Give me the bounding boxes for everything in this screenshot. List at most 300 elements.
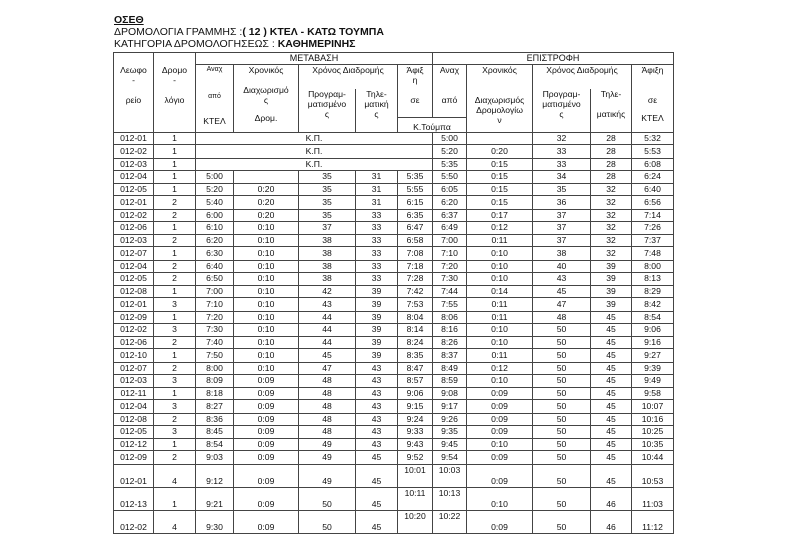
col-header-ret-arrival: Άφιξη σε ΚΤΕΛ: [632, 65, 674, 133]
cell-ret-departure: 5:35: [433, 158, 467, 170]
cell-out-departure: 8:45: [196, 425, 234, 439]
cell-out-arrival: 10:20: [398, 510, 433, 533]
cell-out-scheduled: 35: [299, 196, 356, 210]
table-row: [114, 133, 674, 145]
cell-ret-scheduled: 33: [533, 158, 591, 170]
cell-out-scheduled: 38: [299, 235, 356, 247]
cell-route: 1: [154, 487, 196, 510]
cell-out-gap: 0:09: [234, 464, 299, 487]
col-header-out-scheduled: Προγραμ- ματισμένο ς: [299, 89, 356, 133]
cell-bus: 012-04: [114, 260, 154, 272]
cell-ret-scheduled: 50: [533, 425, 591, 439]
table-row: [114, 209, 674, 221]
cell-ret-gap: 0:15: [467, 170, 533, 184]
table-row: [114, 196, 674, 210]
cell-ret-departure: 9:26: [433, 413, 467, 425]
cell-out-gap: 0:10: [234, 272, 299, 286]
table-row: [114, 487, 674, 510]
cell-ret-arrival: 9:39: [632, 362, 674, 374]
cell-ret-gap: 0:10: [467, 439, 533, 451]
cell-out-gap: 0:09: [234, 510, 299, 533]
table-row: [114, 272, 674, 286]
cell-out-departure: 7:00: [196, 286, 234, 298]
cell-out-telematic: 39: [356, 349, 398, 363]
cell-route: 3: [154, 298, 196, 312]
cell-out-arrival: 5:35: [398, 170, 433, 184]
cell-out-scheduled: 45: [299, 349, 356, 363]
cell-ret-scheduled: 37: [533, 235, 591, 247]
cell-ret-telematic: 45: [591, 439, 632, 451]
cell-out-arrival: 9:33: [398, 425, 433, 439]
cell-ret-telematic: 46: [591, 510, 632, 533]
cell-bus: 012-03: [114, 235, 154, 247]
cell-route: 1: [154, 439, 196, 451]
cell-ret-scheduled: 50: [533, 464, 591, 487]
cell-route: 1: [154, 158, 196, 170]
cell-ret-scheduled: 50: [533, 337, 591, 349]
cell-out-arrival: 7:42: [398, 286, 433, 298]
cell-out-gap: 0:10: [234, 247, 299, 261]
cell-ret-telematic: 28: [591, 170, 632, 184]
cell-out-scheduled: 47: [299, 362, 356, 374]
table-row: [114, 439, 674, 451]
cell-out-gap: 0:10: [234, 286, 299, 298]
document-header: [114, 14, 384, 50]
cell-out-telematic: 33: [356, 260, 398, 272]
cell-bus: 012-03: [114, 158, 154, 170]
col-header-out-travel-time: Χρόνος Διαδρομής: [299, 65, 398, 90]
cell-ret-arrival: 6:56: [632, 196, 674, 210]
cell-out-telematic: 39: [356, 337, 398, 349]
cell-ret-scheduled: 40: [533, 260, 591, 272]
cell-ret-gap: 0:10: [467, 374, 533, 388]
cell-bus: 012-03: [114, 374, 154, 388]
col-header-ret-departure: Αναχ από: [433, 65, 467, 118]
cell-out-telematic: 45: [356, 451, 398, 465]
cell-out-arrival: 9:24: [398, 413, 433, 425]
cell-out-departure: 7:10: [196, 298, 234, 312]
cell-out-gap: 0:10: [234, 311, 299, 323]
cell-route: 3: [154, 374, 196, 388]
cell-ret-departure: 5:00: [433, 133, 467, 145]
cell-route: 2: [154, 235, 196, 247]
cell-route: 3: [154, 400, 196, 414]
cell-out-arrival: 6:58: [398, 235, 433, 247]
cell-out-telematic: 45: [356, 487, 398, 510]
cell-out-arrival: 9:52: [398, 451, 433, 465]
cell-ret-telematic: 39: [591, 286, 632, 298]
table-row: [114, 235, 674, 247]
cell-ret-departure: 9:45: [433, 439, 467, 451]
cell-out-gap: 0:09: [234, 413, 299, 425]
cell-ret-telematic: 45: [591, 374, 632, 388]
cell-route: 2: [154, 337, 196, 349]
cell-ret-telematic: 32: [591, 247, 632, 261]
cell-ret-scheduled: 33: [533, 145, 591, 159]
cell-ret-arrival: 11:12: [632, 510, 674, 533]
cell-ret-telematic: 28: [591, 133, 632, 145]
cell-ret-scheduled: 35: [533, 184, 591, 196]
cell-out-departure: 9:30: [196, 510, 234, 533]
cell-ret-scheduled: 50: [533, 362, 591, 374]
cell-ret-gap: 0:15: [467, 158, 533, 170]
cell-route: 3: [154, 323, 196, 337]
cell-ret-departure: 10:03: [433, 464, 467, 487]
table-row: [114, 464, 674, 487]
cell-bus: 012-05: [114, 184, 154, 196]
cell-ret-gap: 0:10: [467, 323, 533, 337]
cell-route: 1: [154, 247, 196, 261]
col-header-route: Δρομο - λόγιο: [154, 53, 196, 133]
cell-out-arrival: 7:08: [398, 247, 433, 261]
cell-ret-arrival: 6:08: [632, 158, 674, 170]
cell-out-scheduled: 37: [299, 221, 356, 235]
cell-ret-telematic: 32: [591, 184, 632, 196]
cell-out-scheduled: 43: [299, 298, 356, 312]
cell-out-telematic: 43: [356, 413, 398, 425]
table-header: [114, 53, 674, 133]
cell-out-telematic: 33: [356, 209, 398, 221]
cell-bus: 012-02: [114, 145, 154, 159]
cell-out-arrival: 9:43: [398, 439, 433, 451]
table-row: [114, 400, 674, 414]
cell-ret-arrival: 5:53: [632, 145, 674, 159]
cell-ret-gap: 0:11: [467, 349, 533, 363]
cell-out-gap: 0:10: [234, 221, 299, 235]
cell-bus: 012-04: [114, 400, 154, 414]
table-row: [114, 510, 674, 533]
cell-ret-departure: 7:55: [433, 298, 467, 312]
cell-out-gap: 0:10: [234, 349, 299, 363]
cell-route: 2: [154, 272, 196, 286]
cell-out-telematic: 33: [356, 247, 398, 261]
cell-out-scheduled: 48: [299, 413, 356, 425]
cell-out-gap: 0:09: [234, 439, 299, 451]
cell-out-telematic: 43: [356, 388, 398, 400]
cell-out-departure: 7:30: [196, 323, 234, 337]
cell-out-scheduled: 35: [299, 209, 356, 221]
cell-ret-arrival: 6:24: [632, 170, 674, 184]
category-value: ΚΑΘΗΜΕΡΙΝΗΣ: [277, 38, 356, 50]
cell-out-arrival: 7:53: [398, 298, 433, 312]
cell-ret-scheduled: 50: [533, 349, 591, 363]
cell-ret-scheduled: 38: [533, 247, 591, 261]
cell-out-arrival: 8:04: [398, 311, 433, 323]
cell-bus: 012-07: [114, 362, 154, 374]
cell-out-arrival: 10:11: [398, 487, 433, 510]
cell-ret-gap: 0:15: [467, 196, 533, 210]
cell-ret-gap: 0:15: [467, 184, 533, 196]
col-header-out-gap: Χρονικός Διαχωρισμό ς Δρομ.: [234, 65, 299, 133]
cell-ret-gap: 0:10: [467, 260, 533, 272]
cell-ret-arrival: 8:13: [632, 272, 674, 286]
cell-ret-gap: 0:09: [467, 413, 533, 425]
cell-ret-telematic: 45: [591, 464, 632, 487]
cell-ret-departure: 6:37: [433, 209, 467, 221]
cell-out-scheduled: 35: [299, 184, 356, 196]
cell-ret-scheduled: 50: [533, 388, 591, 400]
cell-out-departure: 7:20: [196, 311, 234, 323]
cell-ret-scheduled: 37: [533, 221, 591, 235]
cell-ret-departure: 7:20: [433, 260, 467, 272]
cell-ret-telematic: 45: [591, 451, 632, 465]
cell-ret-telematic: 32: [591, 196, 632, 210]
cell-ret-departure: 7:00: [433, 235, 467, 247]
cell-out-gap: 0:09: [234, 400, 299, 414]
cell-out-arrival: 6:35: [398, 209, 433, 221]
cell-ret-arrival: 10:53: [632, 464, 674, 487]
cell-out-departure: 9:21: [196, 487, 234, 510]
col-header-bus: Λεωφο - ρείο: [114, 53, 154, 133]
cell-out-scheduled: 42: [299, 286, 356, 298]
cell-ret-scheduled: 45: [533, 286, 591, 298]
cell-route: 4: [154, 510, 196, 533]
cell-ret-scheduled: 50: [533, 323, 591, 337]
cell-route: 3: [154, 425, 196, 439]
cell-ret-gap: 0:10: [467, 337, 533, 349]
cell-ret-departure: 8:26: [433, 337, 467, 349]
cell-ret-gap: [467, 133, 533, 145]
cell-ret-arrival: 8:42: [632, 298, 674, 312]
schedule-table: [113, 52, 674, 534]
group-header-return: ΕΠΙΣΤΡΟΦΗ: [433, 53, 674, 65]
cell-ret-arrival: 9:06: [632, 323, 674, 337]
cell-out-telematic: 33: [356, 272, 398, 286]
col-header-out-telematic: Τηλε- ματική ς: [356, 89, 398, 133]
cell-ret-gap: 0:10: [467, 272, 533, 286]
cell-ret-arrival: 10:25: [632, 425, 674, 439]
cell-ret-arrival: 8:29: [632, 286, 674, 298]
cell-out-scheduled: 48: [299, 400, 356, 414]
cell-ret-arrival: 9:49: [632, 374, 674, 388]
cell-out-arrival: 6:47: [398, 221, 433, 235]
cell-out-arrival: 8:35: [398, 349, 433, 363]
cell-out-suspended: Κ.Π.: [196, 158, 433, 170]
cell-ret-departure: 10:22: [433, 510, 467, 533]
cell-route: 4: [154, 464, 196, 487]
category-title: [114, 38, 384, 50]
cell-route: 2: [154, 196, 196, 210]
cell-out-departure: 8:09: [196, 374, 234, 388]
cell-out-departure: 8:18: [196, 388, 234, 400]
cell-ret-arrival: 7:48: [632, 247, 674, 261]
cell-out-departure: 8:54: [196, 439, 234, 451]
cell-bus: 012-08: [114, 286, 154, 298]
cell-ret-gap: 0:09: [467, 388, 533, 400]
cell-out-telematic: 43: [356, 362, 398, 374]
category-label: ΚΑΤΗΓΟΡΙΑ ΔΡΟΜΟΛΟΓΗΣΕΩΣ :: [114, 38, 275, 50]
cell-out-telematic: 33: [356, 235, 398, 247]
cell-ret-departure: 8:37: [433, 349, 467, 363]
cell-ret-arrival: 7:37: [632, 235, 674, 247]
cell-ret-gap: 0:12: [467, 221, 533, 235]
cell-out-arrival: 9:15: [398, 400, 433, 414]
table-row: [114, 298, 674, 312]
col-header-out-arrival: Άφιξ η σε: [398, 65, 433, 118]
cell-ret-telematic: 45: [591, 413, 632, 425]
cell-ret-gap: 0:11: [467, 311, 533, 323]
cell-out-departure: 6:00: [196, 209, 234, 221]
cell-out-scheduled: 44: [299, 337, 356, 349]
cell-out-departure: 6:20: [196, 235, 234, 247]
cell-out-gap: 0:09: [234, 487, 299, 510]
cell-route: 1: [154, 170, 196, 184]
cell-out-arrival: 7:28: [398, 272, 433, 286]
cell-ret-departure: 8:06: [433, 311, 467, 323]
cell-out-departure: 8:36: [196, 413, 234, 425]
cell-ret-arrival: 6:40: [632, 184, 674, 196]
cell-bus: 012-11: [114, 388, 154, 400]
col-header-out-departure: Αναχ από ΚΤΕΛ: [196, 65, 234, 133]
cell-ret-telematic: 45: [591, 323, 632, 337]
cell-out-telematic: 45: [356, 510, 398, 533]
cell-out-telematic: 43: [356, 439, 398, 451]
cell-bus: 012-02: [114, 510, 154, 533]
table-row: [114, 247, 674, 261]
col-header-ret-telematic: Τηλε- ματικής: [591, 89, 632, 133]
cell-out-departure: 5:40: [196, 196, 234, 210]
cell-out-departure: 5:20: [196, 184, 234, 196]
cell-out-gap: [234, 170, 299, 184]
table-row: [114, 362, 674, 374]
cell-ret-telematic: 39: [591, 272, 632, 286]
cell-ret-telematic: 45: [591, 425, 632, 439]
cell-ret-gap: 0:11: [467, 298, 533, 312]
cell-bus: 012-04: [114, 170, 154, 184]
cell-ret-scheduled: 50: [533, 487, 591, 510]
cell-ret-scheduled: 34: [533, 170, 591, 184]
table-row: [114, 413, 674, 425]
cell-out-telematic: 43: [356, 400, 398, 414]
cell-ret-scheduled: 36: [533, 196, 591, 210]
cell-ret-telematic: 45: [591, 388, 632, 400]
cell-ret-scheduled: 50: [533, 439, 591, 451]
cell-out-arrival: 6:15: [398, 196, 433, 210]
cell-route: 2: [154, 209, 196, 221]
cell-out-telematic: 39: [356, 323, 398, 337]
cell-out-scheduled: 50: [299, 510, 356, 533]
cell-ret-gap: 0:09: [467, 425, 533, 439]
group-header-outbound: ΜΕΤΑΒΑΣΗ: [196, 53, 433, 65]
table-row: [114, 323, 674, 337]
cell-ret-arrival: 11:03: [632, 487, 674, 510]
cell-out-scheduled: 48: [299, 374, 356, 388]
cell-ret-scheduled: 50: [533, 374, 591, 388]
cell-out-gap: 0:09: [234, 388, 299, 400]
cell-ret-scheduled: 50: [533, 451, 591, 465]
cell-out-gap: 0:09: [234, 374, 299, 388]
cell-ret-departure: 5:50: [433, 170, 467, 184]
cell-bus: 012-02: [114, 323, 154, 337]
cell-ret-scheduled: 37: [533, 209, 591, 221]
cell-out-scheduled: 49: [299, 464, 356, 487]
cell-route: 1: [154, 311, 196, 323]
cell-bus: 012-12: [114, 439, 154, 451]
cell-ret-departure: 7:30: [433, 272, 467, 286]
cell-bus: 012-05: [114, 425, 154, 439]
cell-ret-departure: 6:05: [433, 184, 467, 196]
cell-bus: 012-07: [114, 247, 154, 261]
cell-ret-gap: 0:20: [467, 145, 533, 159]
cell-ret-departure: 7:10: [433, 247, 467, 261]
cell-ret-arrival: 9:16: [632, 337, 674, 349]
cell-ret-gap: 0:14: [467, 286, 533, 298]
table-row: [114, 337, 674, 349]
cell-out-arrival: 8:57: [398, 374, 433, 388]
cell-out-telematic: 39: [356, 311, 398, 323]
cell-route: 1: [154, 221, 196, 235]
cell-ret-telematic: 28: [591, 158, 632, 170]
cell-out-telematic: 31: [356, 170, 398, 184]
cell-ret-arrival: 8:54: [632, 311, 674, 323]
cell-out-departure: 8:00: [196, 362, 234, 374]
cell-out-departure: 9:03: [196, 451, 234, 465]
cell-out-arrival: 10:01: [398, 464, 433, 487]
cell-out-departure: 5:00: [196, 170, 234, 184]
cell-ret-scheduled: 50: [533, 400, 591, 414]
cell-out-telematic: 39: [356, 286, 398, 298]
cell-ret-telematic: 28: [591, 145, 632, 159]
cell-out-scheduled: 50: [299, 487, 356, 510]
line-title: [114, 26, 384, 38]
table-row: [114, 170, 674, 184]
cell-out-gap: 0:20: [234, 184, 299, 196]
cell-ret-departure: 6:20: [433, 196, 467, 210]
org-name: ΟΣΕΘ: [114, 14, 144, 26]
cell-ret-arrival: 10:07: [632, 400, 674, 414]
cell-bus: 012-02: [114, 209, 154, 221]
cell-ret-scheduled: 47: [533, 298, 591, 312]
cell-ret-arrival: 7:14: [632, 209, 674, 221]
cell-ret-telematic: 45: [591, 400, 632, 414]
cell-ret-departure: 10:13: [433, 487, 467, 510]
cell-ret-arrival: 5:32: [632, 133, 674, 145]
cell-route: 1: [154, 286, 196, 298]
cell-ret-telematic: 45: [591, 337, 632, 349]
cell-ret-arrival: 9:27: [632, 349, 674, 363]
cell-ret-telematic: 45: [591, 362, 632, 374]
table-row: [114, 451, 674, 465]
cell-out-gap: 0:10: [234, 298, 299, 312]
table-row: [114, 145, 674, 159]
cell-ret-departure: 7:44: [433, 286, 467, 298]
cell-route: 2: [154, 362, 196, 374]
cell-ret-departure: 8:49: [433, 362, 467, 374]
cell-bus: 012-01: [114, 196, 154, 210]
cell-out-arrival: 9:06: [398, 388, 433, 400]
cell-out-departure: 7:50: [196, 349, 234, 363]
cell-bus: 012-10: [114, 349, 154, 363]
cell-bus: 012-01: [114, 133, 154, 145]
cell-out-telematic: 31: [356, 184, 398, 196]
cell-out-scheduled: 35: [299, 170, 356, 184]
cell-out-telematic: 31: [356, 196, 398, 210]
cell-bus: 012-09: [114, 311, 154, 323]
cell-out-arrival: 8:24: [398, 337, 433, 349]
cell-out-departure: 8:27: [196, 400, 234, 414]
cell-out-departure: 6:10: [196, 221, 234, 235]
cell-ret-telematic: 32: [591, 221, 632, 235]
cell-ret-departure: 9:17: [433, 400, 467, 414]
cell-out-suspended: Κ.Π.: [196, 133, 433, 145]
cell-ret-departure: 9:35: [433, 425, 467, 439]
line-label: ΔΡΟΜΟΛΟΓΙΑ ΓΡΑΜΜΗΣ :: [114, 26, 243, 38]
cell-out-gap: 0:10: [234, 323, 299, 337]
cell-out-suspended: Κ.Π.: [196, 145, 433, 159]
cell-out-telematic: 39: [356, 298, 398, 312]
cell-out-scheduled: 38: [299, 247, 356, 261]
cell-ret-gap: 0:11: [467, 235, 533, 247]
